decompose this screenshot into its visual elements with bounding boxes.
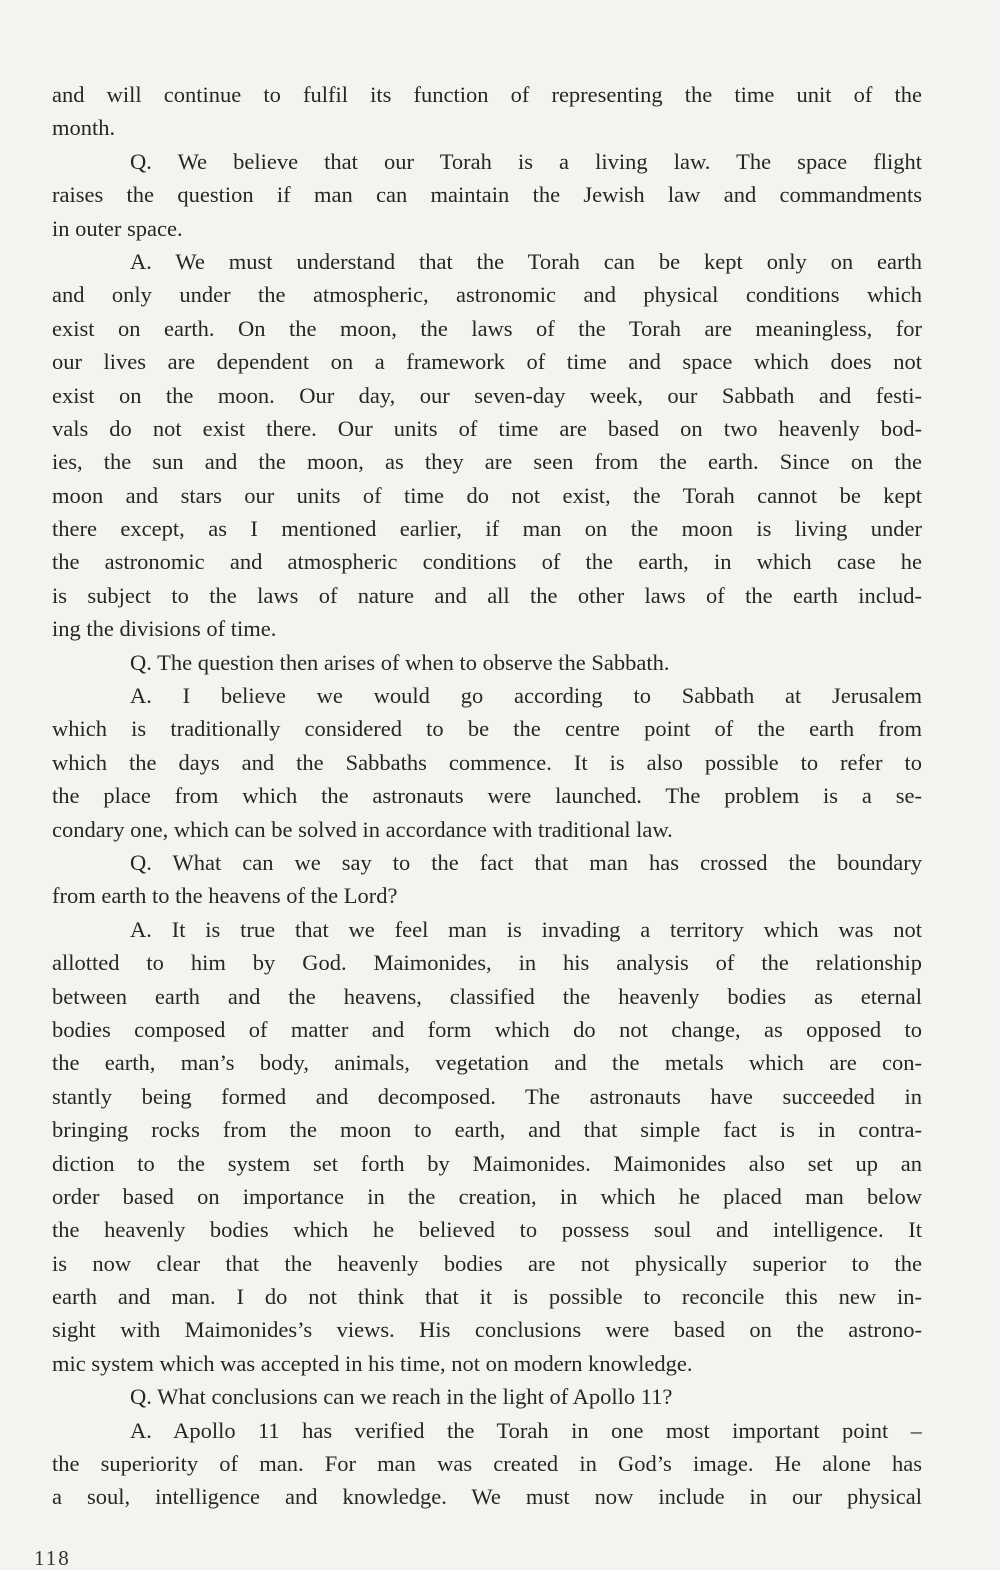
text-line: vals do not exist there. Our units of time are based on two heavenly bod-: [52, 415, 922, 441]
text-line: order based on importance in the creation, in which he placed man below: [52, 1183, 922, 1209]
text-line: from earth to the heavens of the Lord?: [52, 883, 398, 909]
text-line: month.: [52, 115, 116, 141]
text-line: Q. What can we say to the fact that man has crossed the boundary: [130, 849, 922, 875]
text-line: the superiority of man. For man was created in God’s image. He alone has: [52, 1451, 922, 1477]
text-line: ing the divisions of time.: [52, 616, 277, 642]
text-line: A. I believe we would go according to Sabbath at Jerusalem: [130, 683, 922, 709]
text-line: condary one, which can be solved in accordance with traditional law.: [52, 816, 673, 842]
text-line: A. It is true that we feel man is invading a territory which was not: [130, 916, 922, 942]
text-line: A. Apollo 11 has verified the Torah in one most important point –: [130, 1417, 922, 1443]
text-line: is now clear that the heavenly bodies are not physically superior to the: [52, 1250, 922, 1276]
text-line: stantly being formed and decomposed. The astronauts have succeeded in: [52, 1083, 922, 1109]
text-line: the place from which the astronauts were launched. The problem is a se-: [52, 783, 922, 809]
text-line: our lives are dependent on a framework of time and space which does not: [52, 349, 922, 375]
text-line: and will continue to fulfil its function of representing the time unit of the: [52, 82, 922, 107]
text-line: exist on earth. On the moon, the laws of the Torah are meaningless, for: [52, 315, 922, 341]
text-line: and only under the atmospheric, astronomic and physical conditions which: [52, 282, 922, 308]
text-line: mic system which was accepted in his time, not on modern knowledge.: [52, 1350, 693, 1376]
body-text: [52, 78, 922, 1514]
text-line: the earth, man’s body, animals, vegetation and the metals which are con-: [52, 1050, 922, 1076]
text-line: Q. What conclusions can we reach in the light of Apollo 11?: [130, 1384, 673, 1410]
text-line: Q. We believe that our Torah is a living law. The space flight: [130, 148, 922, 174]
text-line: raises the question if man can maintain the Jewish law and commandments: [52, 182, 922, 208]
text-line: ies, the sun and the moon, as they are seen from the earth. Since on the: [52, 449, 922, 475]
text-line: which is traditionally considered to be the centre point of the earth from: [52, 716, 922, 742]
text-line: exist on the moon. Our day, our seven-day week, our Sabbath and festi-: [52, 382, 922, 408]
text-line: in outer space.: [52, 215, 183, 241]
text-line: A. We must understand that the Torah can be kept only on earth: [130, 248, 922, 274]
text-line: Q. The question then arises of when to observe the Sabbath.: [130, 649, 670, 675]
text-line: bodies composed of matter and form which do not change, as opposed to: [52, 1016, 922, 1042]
text-line: allotted to him by God. Maimonides, in his analysis of the relationship: [52, 950, 922, 976]
text-line: there except, as I mentioned earlier, if man on the moon is living under: [52, 516, 922, 542]
text-line: the astronomic and atmospheric conditions of the earth, in which case he: [52, 549, 922, 575]
text-line: between earth and the heavens, classified the heavenly bodies as eternal: [52, 983, 922, 1009]
text-line: earth and man. I do not think that it is possible to reconcile this new in-: [52, 1284, 922, 1310]
page-number: 118: [34, 1546, 71, 1570]
text-line: the heavenly bodies which he believed to possess soul and intelligence. It: [52, 1217, 922, 1243]
text-line: is subject to the laws of nature and all the other laws of the earth includ-: [52, 582, 922, 608]
text-line: diction to the system set forth by Maimonides. Maimonides also set up an: [52, 1150, 922, 1176]
text-line: a soul, intelligence and knowledge. We must now include in our physical: [52, 1484, 922, 1510]
text-line: bringing rocks from the moon to earth, and that simple fact is in contra-: [52, 1117, 922, 1143]
text-line: sight with Maimonides’s views. His conclusions were based on the astrono-: [52, 1317, 922, 1343]
text-line: which the days and the Sabbaths commence. It is also possible to refer to: [52, 749, 922, 775]
text-line: moon and stars our units of time do not exist, the Torah cannot be kept: [52, 482, 922, 508]
